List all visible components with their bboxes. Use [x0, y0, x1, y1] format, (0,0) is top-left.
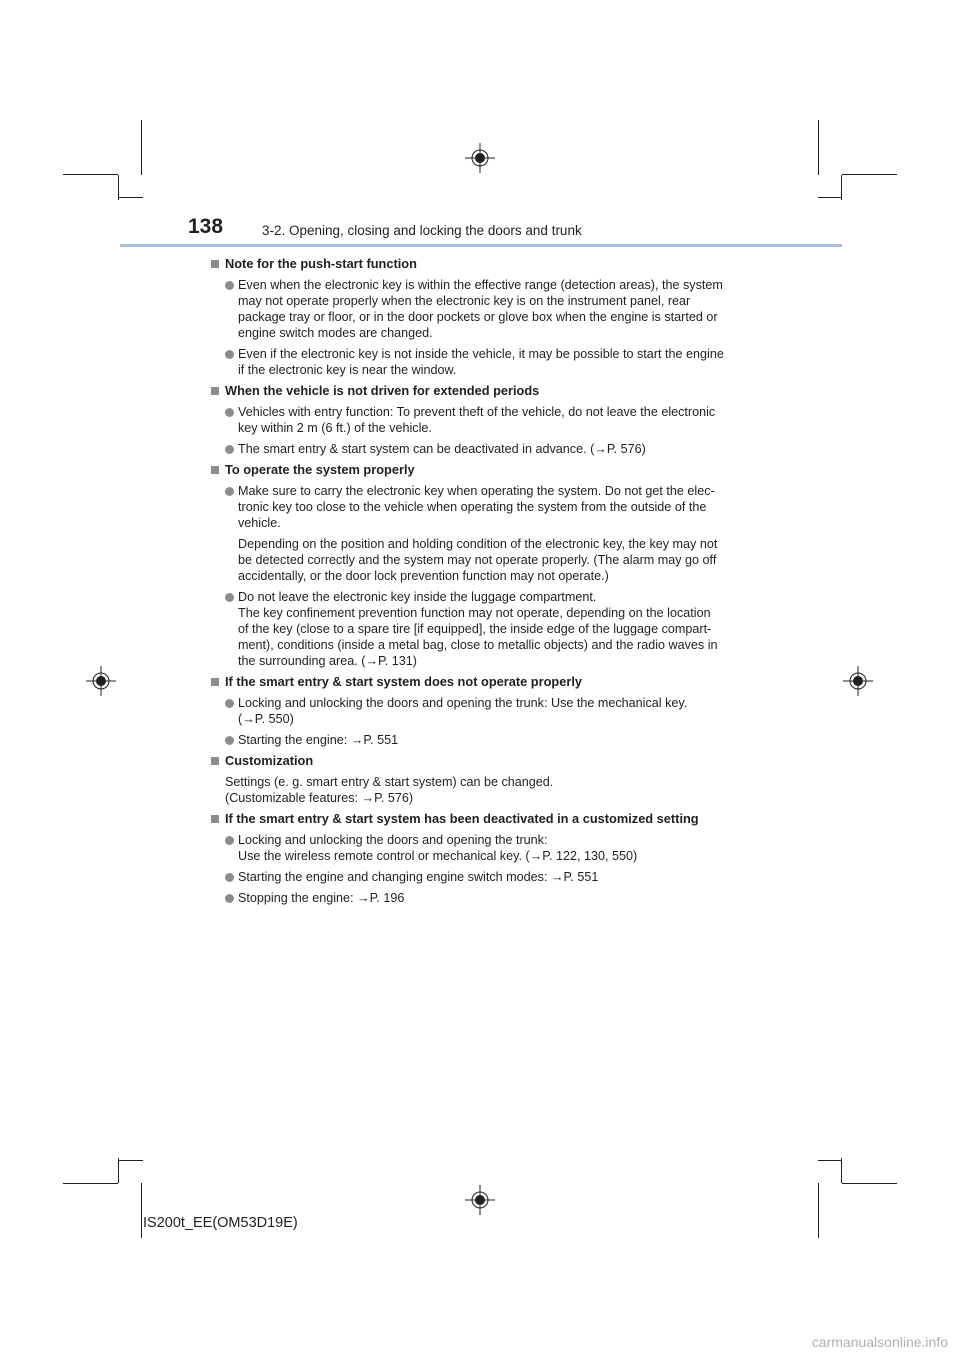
bullet-item [210, 441, 751, 457]
section-heading-text: If the smart entry & start system does not operate properly [225, 674, 582, 689]
square-bullet-icon [211, 260, 219, 268]
text-line: Depending on the position and holding condition of the electronic key, the key may not [238, 537, 718, 551]
text-line: engine switch modes are changed. [238, 326, 433, 340]
crop-mark-bottom-left-v [118, 1158, 119, 1183]
watermark: carmanualsonline.info [811, 1334, 948, 1350]
section-heading [210, 256, 751, 272]
section-heading-text: When the vehicle is not driven for extended periods [225, 383, 540, 398]
crop-mark-bottom-right-v [841, 1158, 842, 1183]
header-rule [120, 244, 842, 247]
text-line: The smart entry & start system can be deactivated in advance. (→P. 576) [238, 442, 646, 456]
note-section [210, 753, 751, 806]
paragraph [210, 536, 751, 584]
section-heading-text: To operate the system properly [225, 462, 415, 477]
crop-mark-bottom-left-v2 [141, 1183, 142, 1238]
crop-mark-top-left-v [141, 120, 142, 175]
text-line: key within 2 m (6 ft.) of the vehicle. [238, 421, 432, 435]
text-line: tronic key too close to the vehicle when operating the system from the outside of the [238, 500, 707, 514]
bullet-item [210, 832, 751, 864]
text-line: Locking and unlocking the doors and opening the trunk: Use the mechanical key. [238, 696, 688, 710]
circle-bullet-icon [225, 408, 234, 417]
crop-mark-top-right-h2 [818, 197, 842, 198]
circle-bullet-icon [225, 894, 234, 903]
section-heading [210, 674, 751, 690]
registration-mark-bottom-icon [465, 1185, 495, 1215]
circle-bullet-icon [225, 736, 234, 745]
page-header [120, 214, 842, 248]
text-line: Stopping the engine: →P. 196 [238, 891, 405, 905]
bullet-item [210, 277, 751, 341]
bullet-item [210, 732, 751, 748]
bullet-item [210, 589, 751, 669]
circle-bullet-icon [225, 487, 234, 496]
section-heading [210, 811, 751, 827]
bullet-item [210, 404, 751, 436]
section-heading-text: Customization [225, 753, 314, 768]
text-line: of the key (close to a spare tire [if equipped], the inside edge of the luggage compart- [238, 622, 712, 636]
note-section [210, 674, 751, 748]
text-line: the surrounding area. (→P. 131) [238, 654, 417, 668]
circle-bullet-icon [225, 350, 234, 359]
note-section [210, 462, 751, 669]
crop-mark-bottom-right-h2 [818, 1160, 842, 1161]
document-code: IS200t_EE(OM53D19E) [143, 1215, 298, 1231]
text-line: Vehicles with entry function: To prevent theft of the vehicle, do not leave the electronic [238, 405, 716, 419]
registration-mark-left-icon [86, 666, 116, 696]
page-number: 138 [188, 215, 224, 238]
square-bullet-icon [211, 466, 219, 474]
circle-bullet-icon [225, 593, 234, 602]
text-line: may not operate properly when the electronic key is on the instrument panel, rear [238, 294, 691, 308]
text-line: (Customizable features: →P. 576) [225, 791, 414, 805]
note-section [210, 256, 751, 378]
section-heading [210, 753, 751, 769]
text-line: if the electronic key is near the window. [238, 363, 457, 377]
crop-mark-top-right-h [842, 174, 897, 175]
bullet-item [210, 695, 751, 727]
registration-mark-top-icon [465, 143, 495, 173]
square-bullet-icon [211, 678, 219, 686]
circle-bullet-icon [225, 281, 234, 290]
section-heading [210, 383, 751, 399]
section-heading-text: Note for the push-start function [225, 256, 417, 271]
crop-mark-bottom-right-v2 [818, 1183, 819, 1238]
circle-bullet-icon [225, 699, 234, 708]
square-bullet-icon [211, 387, 219, 395]
circle-bullet-icon [225, 445, 234, 454]
text-line: accidentally, or the door lock prevention function may not operate.) [238, 569, 609, 583]
square-bullet-icon [211, 815, 219, 823]
crop-mark-bottom-left-h2 [118, 1160, 143, 1161]
text-line: Locking and unlocking the doors and opening the trunk: [238, 833, 548, 847]
text-line: The key confinement prevention function may not operate, depending on the location [238, 606, 711, 620]
circle-bullet-icon [225, 836, 234, 845]
text-line: be detected correctly and the system may not operate properly. (The alarm may go off [238, 553, 717, 567]
text-line: package tray or floor, or in the door pockets or glove box when the engine is started or [238, 310, 718, 324]
text-line: (→P. 550) [238, 712, 294, 726]
bullet-item [210, 869, 751, 885]
text-line: Settings (e. g. smart entry & start system) can be changed. [225, 775, 554, 789]
crop-mark-bottom-right-h [842, 1183, 897, 1184]
bullet-item [210, 890, 751, 906]
note-section [210, 811, 751, 906]
text-line: Starting the engine: →P. 551 [238, 733, 399, 747]
text-line: Do not leave the electronic key inside the luggage compartment. [238, 590, 597, 604]
text-line: Even if the electronic key is not inside the vehicle, it may be possible to start the engine [238, 347, 724, 361]
text-line: Make sure to carry the electronic key when operating the system. Do not get the elec- [238, 484, 715, 498]
bullet-item [210, 346, 751, 378]
section-title: 3-2. Opening, closing and locking the doors and trunk [262, 223, 582, 238]
bullet-item [210, 483, 751, 531]
crop-mark-bottom-left-h [63, 1183, 118, 1184]
circle-bullet-icon [225, 873, 234, 882]
crop-mark-top-left-h [63, 174, 118, 175]
note-section [210, 383, 751, 457]
section-heading-text: If the smart entry & start system has been deactivated in a customized setting [225, 811, 699, 826]
text-line: Starting the engine and changing engine switch modes: →P. 551 [238, 870, 599, 884]
crop-mark-top-right-v [818, 120, 819, 175]
main-content [210, 256, 751, 911]
text-line: Even when the electronic key is within the effective range (detection areas), the system [238, 278, 723, 292]
crop-mark-top-left-h2 [118, 197, 143, 198]
text-line: vehicle. [238, 516, 281, 530]
square-bullet-icon [211, 757, 219, 765]
registration-mark-right-icon [843, 666, 873, 696]
section-heading [210, 462, 751, 478]
text-line: Use the wireless remote control or mechanical key. (→P. 122, 130, 550) [238, 849, 638, 863]
text-line: ment), conditions (inside a metal bag, close to metallic objects) and the radio waves in [238, 638, 718, 652]
paragraph [210, 774, 751, 806]
